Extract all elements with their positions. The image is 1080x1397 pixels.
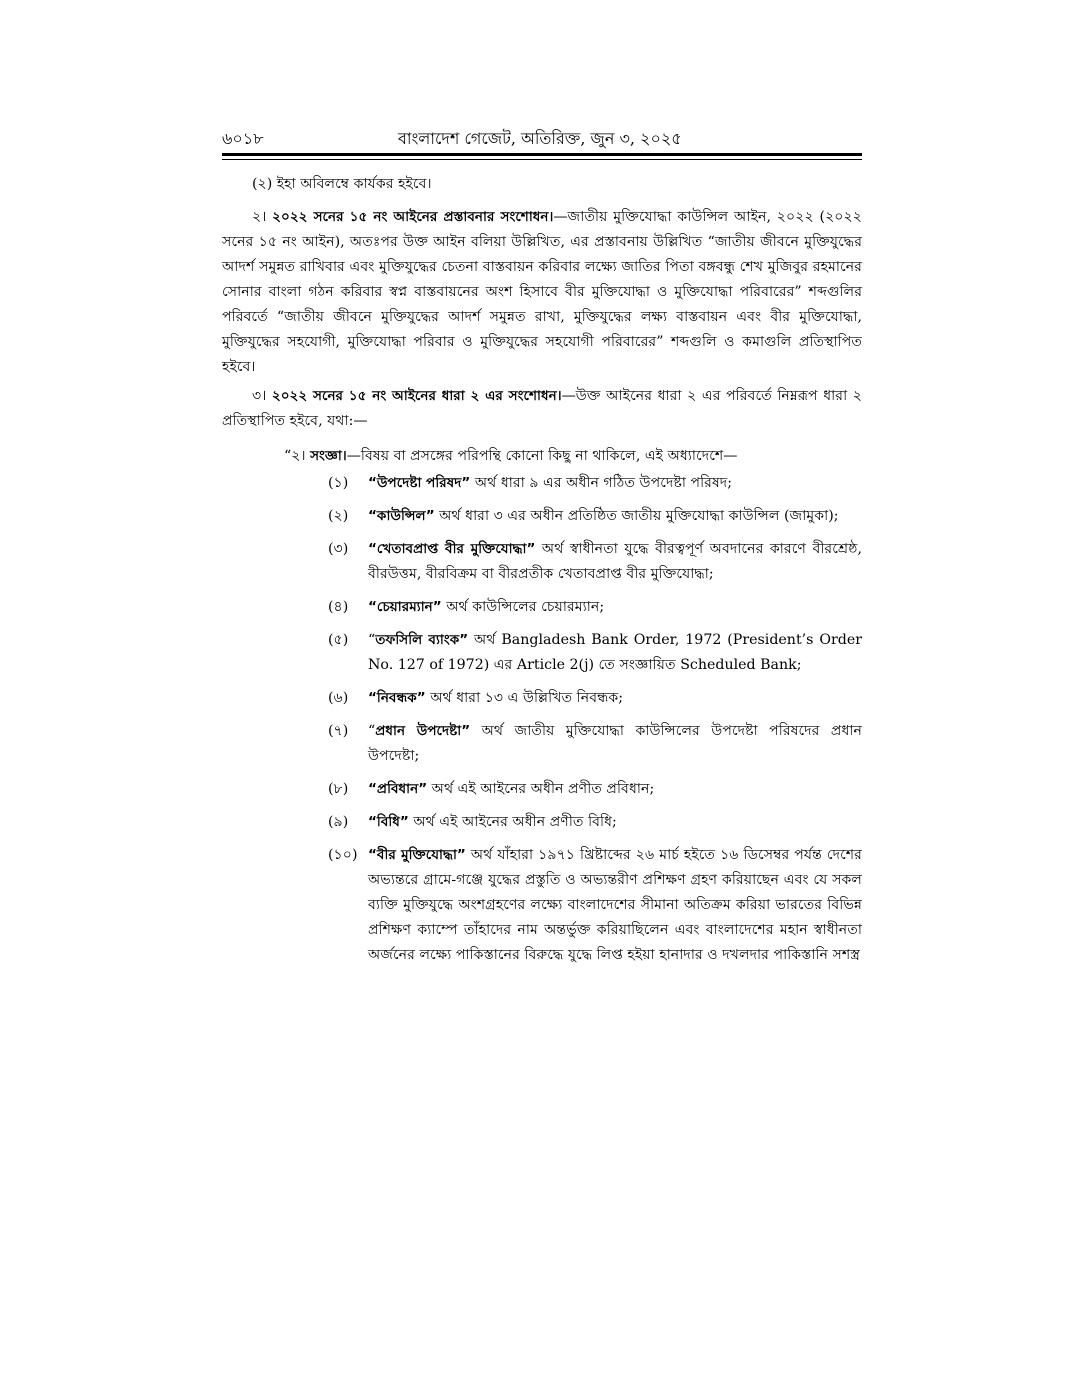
definition-number: (৯) xyxy=(328,814,349,830)
header-rule-thick xyxy=(222,153,862,156)
definition-item xyxy=(328,777,862,802)
definition-number: (৫) xyxy=(328,632,349,648)
definition-item xyxy=(328,810,862,835)
definition-term: “চেয়ারম্যান” xyxy=(368,599,442,615)
definition-text: অর্থ এই আইনের অধীন প্রণীত প্রবিধান; xyxy=(427,781,655,797)
definition-number: (৪) xyxy=(328,599,349,615)
section-3-heading: ২০২২ সনের ১৫ নং আইনের ধারা ২ এর সংশোধন। xyxy=(271,388,562,404)
section-2-dash: — xyxy=(553,209,568,225)
definition-number: (৭) xyxy=(328,723,349,739)
definition-text: অর্থ স্বাধীনতা যুদ্ধে বীরত্বপূর্ণ অবদানের কারণে বীরশ্রেষ্ঠ, বীরউত্তম, বীরবিক্রম বা বীরপ্রতীক খেতাবপ্রাপ্ত বীর মুক্তিযোদ্ধা; xyxy=(368,541,862,582)
definitions-dash: — xyxy=(346,448,361,464)
section-2-number: ২। xyxy=(252,209,267,225)
header-rule-thin xyxy=(222,159,862,160)
definition-term: তফসিলি ব্যাংক” xyxy=(375,632,469,648)
definition-term: “খেতাবপ্রাপ্ত বীর মুক্তিযোদ্ধা” xyxy=(368,541,536,557)
definition-number: (৬) xyxy=(328,690,349,706)
definitions-intro-text: বিষয় বা প্রসঙ্গের পরিপন্থি কোনো কিছু না থাকিলে, এই অধ্যাদেশে— xyxy=(360,448,738,464)
definitions-intro xyxy=(222,444,862,469)
definition-number: (১) xyxy=(328,475,349,491)
definition-item xyxy=(328,843,862,968)
section-2 xyxy=(222,205,862,380)
section-2-heading: ২০২২ সনের ১৫ নং আইনের প্রস্তাবনার সংশোধন। xyxy=(272,209,554,225)
definition-text: অর্থ Bangladesh Bank Order, 1972 (President’s Order No. 127 of 1972) এর Article 2(j) তে সংজ্ঞায়িত Scheduled Bank; xyxy=(368,632,862,673)
definition-term: “বিধি” xyxy=(368,814,409,830)
definition-term: প্রধান উপদেষ্টা” xyxy=(375,723,471,739)
section-3 xyxy=(222,384,862,434)
definition-item xyxy=(328,504,862,529)
section-3-dash: — xyxy=(561,388,576,404)
section-3-number: ৩। xyxy=(252,388,267,404)
definition-item xyxy=(328,595,862,620)
definition-item xyxy=(328,471,862,496)
definition-term: “কাউন্সিল” xyxy=(368,508,435,524)
definition-term: “বীর মুক্তিযোদ্ধা” xyxy=(368,847,466,863)
gazette-header-title: বাংলাদেশ গেজেট, অতিরিক্ত, জুন ৩, ২০২৫ xyxy=(398,129,682,148)
definition-term: “প্রবিধান” xyxy=(368,781,428,797)
definition-text: অর্থ যাঁহারা ১৯৭১ খ্রিষ্টাব্দের ২৬ মার্চ হইতে ১৬ ডিসেম্বর পর্যন্ত দেশের অভ্যন্তরে গ্রামে-গঞ্জে যুদ্ধের প্রস্তুতি ও অভ্যন্তরীণ প্রশিক্ষণ গ্রহণ করিয়াছেন এবং যে সকল ব্যক্তি মুক্তিযুদ্ধে অংশগ্রহণের লক্ষ্যে বাংলাদেশের সীমানা অতিক্রম করিয়া ভারতের বিভিন্ন প্রশিক্ষণ ক্যাম্পে তাঁহাদের নাম অন্তর্ভুক্ত করিয়াছিলেন এবং বাংলাদেশের মহান স্বাধীনতা অর্জনের লক্ষ্যে পাকিস্তানের বিরুদ্ধে যুদ্ধে লিপ্ত হইয়া হানাদার ও দখলদার পাকিস্তানি সশস্ত্র xyxy=(368,847,862,963)
definition-text: অর্থ জাতীয় মুক্তিযোদ্ধা কাউন্সিলের উপদেষ্টা পরিষদের প্রধান উপদেষ্টা; xyxy=(368,723,862,764)
definition-number: (৩) xyxy=(328,541,349,557)
definition-text: অর্থ এই আইনের অধীন প্রণীত বিধি; xyxy=(408,814,617,830)
section-3-text: উক্ত আইনের ধারা ২ এর পরিবর্তে নিম্নরূপ ধারা ২ প্রতিস্থাপিত হইবে, যথা:— xyxy=(222,388,862,429)
definition-item xyxy=(328,537,862,587)
definitions-intro-prefix: “২। xyxy=(284,448,306,464)
definitions-list xyxy=(222,471,862,968)
definition-text: অর্থ ধারা ৯ এর অধীন গঠিত উপদেষ্টা পরিষদ; xyxy=(470,475,733,491)
definition-text: অর্থ ধারা ৩ এর অধীন প্রতিষ্ঠিত জাতীয় মুক্তিযোদ্ধা কাউন্সিল (জামুকা); xyxy=(434,508,839,524)
definitions-heading: সংজ্ঞা। xyxy=(310,448,347,464)
definition-term: “উপদেষ্টা পরিষদ” xyxy=(368,475,471,491)
definition-number: (২) xyxy=(328,508,349,524)
page-number: ৬০১৮ xyxy=(222,129,264,148)
definition-number: (১০) xyxy=(328,847,358,863)
definition-text: অর্থ ধারা ১৩ এ উল্লিখিত নিবন্ধক; xyxy=(425,690,624,706)
subclause-2: (২) ইহা অবিলম্বে কার্যকর হইবে। xyxy=(252,176,432,192)
section-2-text: জাতীয় মুক্তিযোদ্ধা কাউন্সিল আইন, ২০২২ (২০২২ সনের ১৫ নং আইন), অতঃপর উক্ত আইন বলিয়া উল্লিখিত, এর প্রস্তাবনায় উল্লিখিত “জাতীয় জীবনে মুক্তিযুদ্ধের আদর্শ সমুন্নত রাখিবার এবং মুক্তিযুদ্ধের চেতনা বাস্তবায়ন করিবার লক্ষ্যে জাতির পিতা বঙ্গবন্ধু শেখ মুজিবুর রহমানের সোনার বাংলা গঠন করিবার স্বপ্ন বাস্তবায়নের অংশ হিসাবে বীর মুক্তিযোদ্ধা ও মুক্তিযোদ্ধা পরিবারের” শব্দগুলির পরিবর্তে “জাতীয় জীবনে মুক্তিযুদ্ধের আদর্শ সমুন্নত রাখা, মুক্তিযুদ্ধের লক্ষ্য বাস্তবায়ন এবং বীর মুক্তিযোদ্ধা, মুক্তিযুদ্ধের সহযোগী, মুক্তিযোদ্ধা পরিবার ও মুক্তিযুদ্ধের সহযোগী পরিবারের” শব্দগুলি ও কমাগুলি প্রতিস্থাপিত হইবে। xyxy=(222,209,862,375)
document-body xyxy=(222,172,862,976)
definition-text: অর্থ কাউন্সিলের চেয়ারম্যান; xyxy=(441,599,605,615)
definition-item: (৭) “প্রধান উপদেষ্টা” অর্থ জাতীয় মুক্তিযোদ্ধা কাউন্সিলের উপদেষ্টা পরিষদের প্রধান উপদেষ্টা; xyxy=(328,719,862,769)
definition-item xyxy=(328,686,862,711)
definition-number: (৮) xyxy=(328,781,349,797)
definition-term: “নিবন্ধক” xyxy=(368,690,426,706)
definition-item: (৫) “তফসিলি ব্যাংক” অর্থ Bangladesh Bank Order, 1972 (President’s Order No. 127 of 1972) এর Article 2(j) তে সংজ্ঞায়িত Scheduled Bank; xyxy=(328,628,862,678)
